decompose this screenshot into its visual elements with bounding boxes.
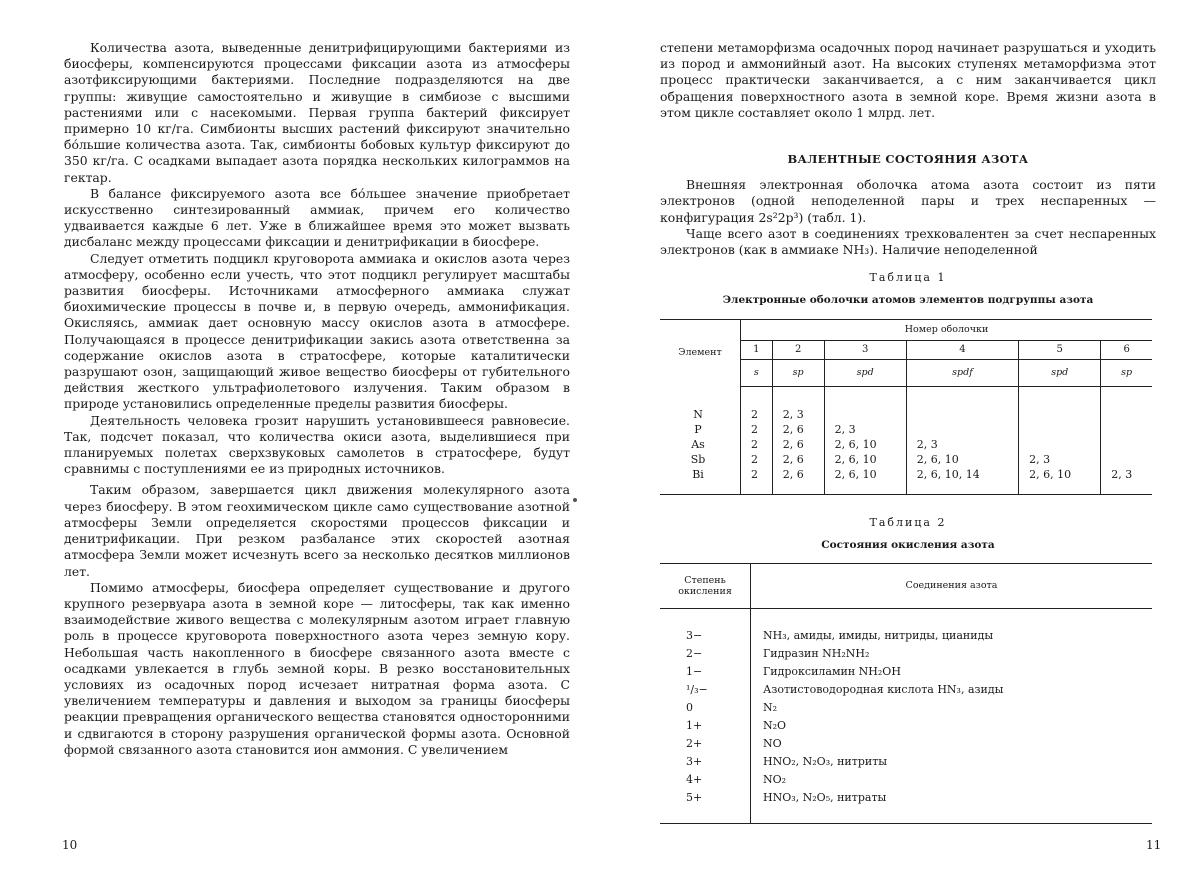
table-cell	[1101, 437, 1152, 452]
element-column-header: Элемент	[660, 319, 741, 386]
table-cell: 2, 6	[772, 452, 824, 467]
compounds: N₂	[763, 701, 778, 715]
compounds: Гидроксиламин NH₂OH	[763, 665, 901, 679]
table-cell: 2	[741, 422, 773, 437]
table-cell: 2, 6, 10	[824, 452, 906, 467]
oxidation-state: 1+	[660, 717, 751, 735]
sublevel-label: sp	[772, 359, 824, 386]
oxidation-state: 4+	[660, 771, 751, 789]
compounds-header: Соединения азота	[751, 564, 1153, 609]
table-spacer	[660, 482, 1152, 495]
element-symbol: N	[660, 407, 741, 422]
right-text-column	[660, 40, 1156, 824]
table-cell: 2, 6, 10, 14	[906, 467, 1018, 482]
sublevel-label: spd	[824, 359, 906, 386]
table2-label: Таблица 2	[869, 515, 947, 529]
table-cell: 2	[741, 452, 773, 467]
left-text-column	[64, 40, 570, 758]
paragraph: Количества азота, выведенные денитрифицирующими бактериями из биосферы, компенсируются процессами фиксации азота из атмосферы азотфиксирующими бактериями. Последние подразделяются на две группы: живущие самостоятельно и живущие в симбиозе с высшими растениями или с насекомыми. Первая группа бактерий фиксирует примерно 10 кг/га. Симбионты высших растений фиксируют значительно бо́льшие количества азота. Так, симбионты бобовых культур фиксируют до 350 кг/га. С осадками выпадает азота порядка нескольких килограммов на гектар.	[64, 40, 570, 185]
compounds: HNO₂, N₂O₃, нитриты	[763, 755, 888, 769]
shell-number: 5	[1019, 340, 1101, 359]
shell-number: 6	[1101, 340, 1152, 359]
table-row	[660, 627, 1152, 645]
table-cell: 2, 3	[906, 437, 1018, 452]
table-cell	[1019, 422, 1101, 437]
element-symbol: As	[660, 437, 741, 452]
page-number: 11	[1146, 838, 1162, 852]
table-row	[660, 753, 1152, 771]
oxidation-state: 3−	[660, 627, 751, 645]
section-heading: ВАЛЕНТНЫЕ СОСТОЯНИЯ АЗОТА	[787, 152, 1029, 167]
table-cell: 2, 6, 10	[1019, 467, 1101, 482]
table-row	[660, 407, 1152, 422]
oxidation-state: ¹/₃−	[660, 681, 751, 699]
table-spacer	[660, 807, 1152, 824]
compounds: N₂O	[763, 719, 787, 733]
table-cell: 2, 6, 10	[824, 437, 906, 452]
paragraph: Деятельность человека грозит нарушить установившееся равновесие. Так, подсчет показал, что количества окиси азота, выделившиеся при планируемых полетах сверхзвуковых самолетов в стратосфере, будут сравнимы с поступлениями ее из природных источников.	[64, 412, 570, 477]
table-row	[660, 681, 1152, 699]
sublevel-label: spdf	[906, 359, 1018, 386]
right-page	[600, 0, 1200, 879]
shell-number: 4	[906, 340, 1018, 359]
paragraph: Чаще всего азот в соединениях трехковалентен за счет неспаренных электронов (как в аммиаке NH₃). Наличие неподеленной	[660, 225, 1156, 258]
table-cell: 2	[741, 437, 773, 452]
table-spacer	[660, 386, 1152, 407]
paragraph: Следует отметить подцикл круговорота аммиака и окислов азота через атмосферу, особенно если учесть, что этот подцикл регулирует масштабы развития биосферы. Источниками атмосферного аммиака служат биохимические процессы в почве и, в первую очередь, аммонификация. Окисляясь, аммиак дает основную массу окислов азота в атмосфере. Получающаяся в процессе денитрификации закись азота ответственна за содержание окислов азота в стратосфере, которые каталитически разрушают озон, защищающий живое вещество биосферы от губительного действия жесткого ультрафиолетового излучения. Таким образом в природе установились определенные пределы развития биосферы.	[64, 250, 570, 412]
oxidation-state: 2−	[660, 645, 751, 663]
compounds: NH₃, амиды, имиды, нитриды, цианиды	[763, 629, 994, 643]
table-row	[660, 789, 1152, 807]
table-cell	[1019, 407, 1101, 422]
table-spacer	[660, 609, 1152, 628]
table-row	[660, 467, 1152, 482]
compounds: Азотистоводородная кислота HN₃, азиды	[763, 683, 1004, 697]
table-row	[660, 771, 1152, 789]
element-symbol: Sb	[660, 452, 741, 467]
compounds: NO₂	[763, 773, 787, 787]
table-row	[660, 452, 1152, 467]
table-cell	[824, 407, 906, 422]
table-cell: 2, 3	[1019, 452, 1101, 467]
table1-caption: Электронные оболочки атомов элементов подгруппы азота	[722, 294, 1094, 307]
oxidation-states-table	[660, 563, 1152, 824]
table-cell: 2, 6, 10	[824, 467, 906, 482]
compounds: HNO₃, N₂O₅, нитраты	[763, 791, 887, 805]
table-row	[660, 437, 1152, 452]
table-cell: 2, 6	[772, 422, 824, 437]
table-row	[660, 717, 1152, 735]
shell-number: 1	[741, 340, 773, 359]
table-cell	[1101, 452, 1152, 467]
compounds: Гидразин NH₂NH₂	[763, 647, 870, 661]
page-number: 10	[62, 838, 78, 852]
table-cell	[1019, 437, 1101, 452]
table-row	[660, 663, 1152, 681]
table-cell: 2, 3	[824, 422, 906, 437]
table-cell	[1101, 422, 1152, 437]
oxidation-state: 3+	[660, 753, 751, 771]
sublevel-label: s	[741, 359, 773, 386]
oxidation-state: 5+	[660, 789, 751, 807]
shell-number: 3	[824, 340, 906, 359]
table-row	[660, 645, 1152, 663]
table-cell: 2, 6	[772, 467, 824, 482]
paragraph: Внешняя электронная оболочка атома азота состоит из пяти электронов (одной неподеленной пары и трех неспаренных — конфигурация 2s²2p³) (табл. 1).	[660, 177, 1156, 225]
table-cell: 2, 3	[772, 407, 824, 422]
table-row	[660, 735, 1152, 753]
table-cell: 2	[741, 407, 773, 422]
oxidation-state: 1−	[660, 663, 751, 681]
oxidation-state: 2+	[660, 735, 751, 753]
sublevel-label: spd	[1019, 359, 1101, 386]
table-cell	[906, 422, 1018, 437]
compounds: NO	[763, 737, 782, 751]
table-row	[660, 699, 1152, 717]
element-symbol: Bi	[660, 467, 741, 482]
sublevel-label: sp	[1101, 359, 1152, 386]
ink-speck	[573, 498, 577, 502]
table-cell: 2	[741, 467, 773, 482]
table-cell: 2, 3	[1111, 467, 1133, 481]
oxidation-state-header: Степень окисления	[660, 564, 751, 609]
table-cell	[1101, 407, 1152, 422]
table-cell: 2, 6	[772, 437, 824, 452]
continued-paragraph: степени метаморфизма осадочных пород начинает разрушаться и уходить из пород и аммонийный азот. На высоких ступенях метаморфизма этот процесс практически заканчивается, а с ним заканчивается цикл обращения поверхностного азота в земной коре. Время жизни азота в этом цикле составляет около 1 млрд. лет.	[660, 40, 1156, 120]
shell-number-header: Номер оболочки	[741, 319, 1153, 340]
shell-number: 2	[772, 340, 824, 359]
paragraph: Таким образом, завершается цикл движения молекулярного азота через биосферу. В этом геохимическом цикле само существование азотной атмосферы Земли определяется скоростями процессов фиксации и денитрификации. При резком разбалансе этих скоростей азотная атмосфера Земли может исчезнуть всего за несколько десятков миллионов лет.	[64, 482, 570, 579]
paragraph: В балансе фиксируемого азота все бо́льшее значение приобретает искусственно синтезированный аммиак, причем его количество удваивается каждые 6 лет. Уже в ближайшее время это может вызвать дисбаланс между процессами фиксации и денитрификации в биосфере.	[64, 185, 570, 250]
element-symbol: P	[660, 422, 741, 437]
table-cell	[906, 407, 1018, 422]
electron-shells-table	[660, 319, 1152, 495]
table-cell: 2, 6, 10	[906, 452, 1018, 467]
table2-caption: Состояния окисления азота	[821, 538, 995, 551]
table1-label: Таблица 1	[869, 271, 947, 285]
paragraph: Помимо атмосферы, биосфера определяет существование и другого крупного резервуара азота в земной коре — литосферы, так как именно взаимодействие живого вещества с молекулярным азотом играет главную роль в процессе круговорота поверхностного азота через земную кору. Небольшая часть накопленного в биосфере связанного азота вместе с осадками увлекается в глубь земной коры. В резко восстановительных условиях из осадочных пород исчезает нитратная форма азота. С увеличением температуры и давления и выходом за границы биосферы реакции превращения органического вещества становятся односторонними и сдвигаются в сторону разрушения органической формы азота. Основной формой связанного азота становится ион аммония. С увеличением	[64, 579, 570, 757]
oxidation-state: 0	[660, 699, 751, 717]
table-row	[660, 422, 1152, 437]
